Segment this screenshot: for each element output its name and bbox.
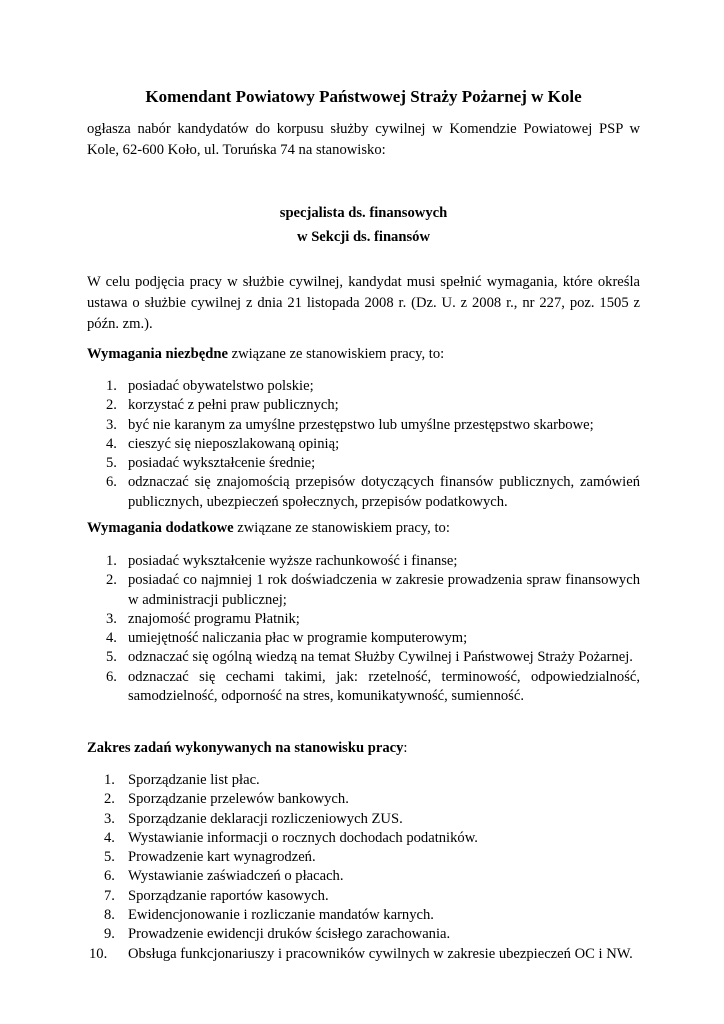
required-heading-rest: związane ze stanowiskiem pracy, to:: [227, 346, 445, 362]
list-item: 6. odznaczać się znajomością przepisów dotyczących finansów publicznych, zamówień publicznych, ubezpieczeń społecznych, przepisów podatkowych.: [106, 474, 640, 510]
additional-list: [87, 552, 640, 706]
position-unit: w Sekcji ds. finansów: [297, 229, 430, 245]
duties-heading-bold: Zakres zadań wykonywanych na stanowisku pracy: [87, 740, 404, 756]
list-item: 3. być nie karanym za umyślne przestępstwo lub umyślne przestępstwo skarbowe;: [106, 416, 594, 433]
list-item: 1. posiadać obywatelstwo polskie;: [106, 378, 314, 394]
list-item: 6. Wystawianie zaświadczeń o płacach.: [104, 868, 344, 885]
list-item: 1. Sporządzanie list płac.: [104, 772, 260, 788]
required-list: [87, 377, 640, 512]
required-heading-bold: Wymagania niezbędne: [87, 346, 228, 362]
list-item: 5. odznaczać się ogólną wiedzą na temat Służby Cywilnej i Państwowej Straży Pożarnej.: [106, 649, 633, 666]
additional-heading-bold: Wymagania dodatkowe: [87, 520, 234, 536]
intro-paragraph: ogłasza nabór kandydatów do korpusu służby cywilnej w Komendzie Powiatowej PSP w Kole, 62-600 Koło, ul. Toruńska 74 na stanowisko:: [87, 121, 640, 158]
page-title: Komendant Powiatowy Państwowej Straży Pożarnej w Kole: [145, 87, 582, 106]
legal-paragraph: W celu podjęcia pracy w służbie cywilnej, kandydat musi spełnić wymagania, które określa ustawa o służbie cywilnej z dnia 21 listopada 2008 r. (Dz. U. z 2008 r., nr 227, poz. 1505 z późn. zm.).: [87, 274, 640, 332]
additional-heading: [87, 518, 640, 539]
list-item: 5. posiadać wykształcenie średnie;: [106, 455, 316, 472]
list-item: 2. korzystać z pełni praw publicznych;: [106, 397, 339, 414]
list-item: 2. posiadać co najmniej 1 rok doświadczenia w zakresie prowadzenia spraw finansowych w administracji publicznej;: [106, 572, 640, 608]
list-item: 6. odznaczać się cechami takimi, jak: rzetelność, terminowość, odpowiedzialność, samodzielność, odporność na stres, komunikatywność, sumienność.: [106, 668, 640, 705]
list-item: 4. cieszyć się nieposzlakowaną opinią;: [106, 435, 340, 452]
list-item: 10. Obsługa funkcjonariuszy i pracowników cywilnych w zakresie ubezpieczeń OC i NW.: [89, 945, 633, 962]
duties-heading-rest: :: [403, 740, 408, 756]
position-title: specjalista ds. finansowych: [279, 205, 448, 221]
required-heading: [87, 344, 640, 365]
list-item: 2. Sporządzanie przelewów bankowych.: [104, 791, 349, 808]
additional-heading-rest: związane ze stanowiskiem pracy, to:: [233, 520, 450, 536]
list-item: 4. umiejętność naliczania płac w programie komputerowym;: [106, 630, 468, 647]
duties-list: [87, 771, 640, 964]
list-item: 9. Prowadzenie ewidencji druków ścisłego zarachowania.: [104, 926, 451, 943]
list-item: 3. Sporządzanie deklaracji rozliczeniowych ZUS.: [104, 810, 403, 827]
list-item: 3. znajomość programu Płatnik;: [106, 610, 300, 627]
list-item: 1. posiadać wykształcenie wyższe rachunkowość i finanse;: [106, 553, 458, 569]
list-item: 5. Prowadzenie kart wynagrodzeń.: [104, 849, 316, 866]
duties-heading: [87, 738, 640, 759]
list-item: 7. Sporządzanie raportów kasowych.: [104, 887, 329, 904]
list-item: 4. Wystawianie informacji o rocznych dochodach podatników.: [104, 829, 478, 846]
list-item: 8. Ewidencjonowanie i rozliczanie mandatów karnych.: [104, 907, 434, 924]
